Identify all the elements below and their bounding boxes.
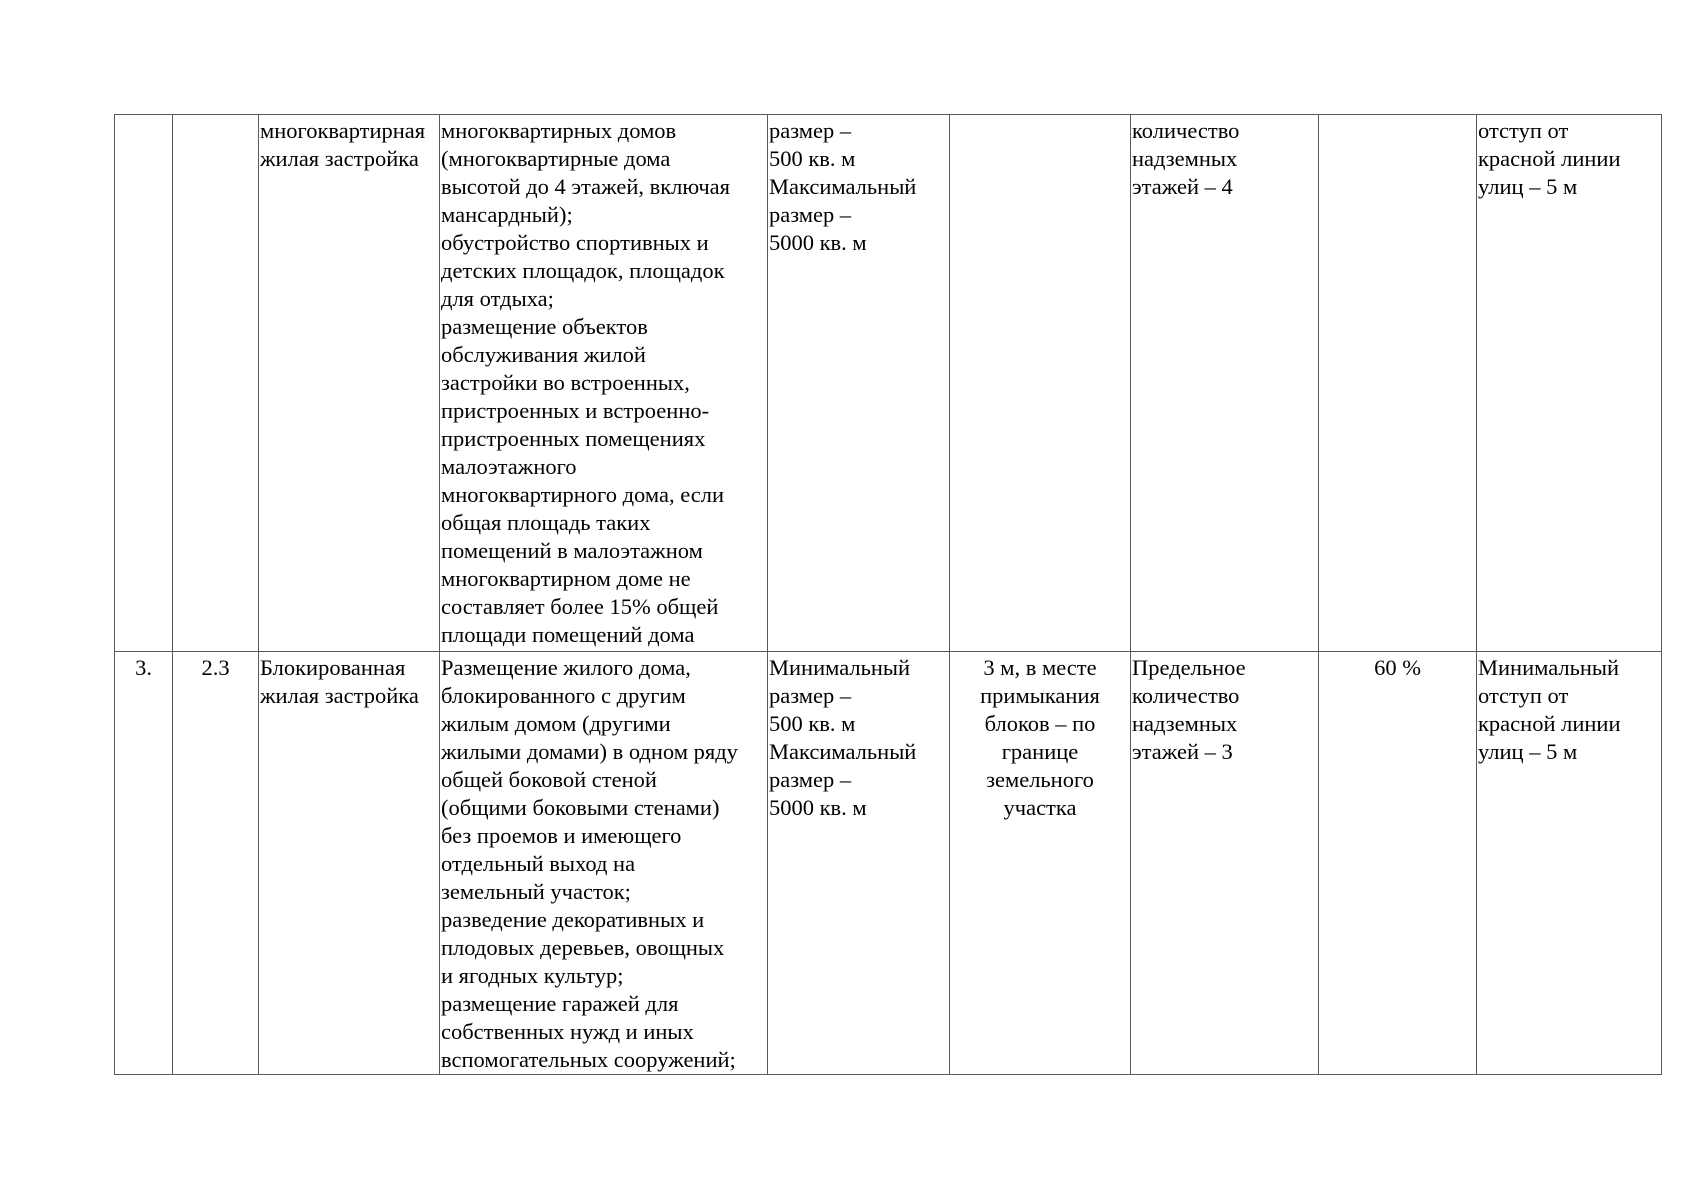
coverage-cell: 60 % xyxy=(1319,652,1477,1075)
setback-cell xyxy=(950,115,1131,652)
use-name-cell: многоквартирная жилая застройка xyxy=(259,115,440,652)
table-row xyxy=(115,115,1662,652)
row-number-cell xyxy=(115,115,173,652)
table-row xyxy=(115,652,1662,1075)
use-description-cell: Размещение жилого дома, блокированного с другим жилым домом (другими жилыми домами) в одном ряду общей боковой стеной (общими боковыми стенами) без проемов и имеющего отдельный выход на земельный участок; разведение декоративных и плодовых деревьев, овощных и ягодных культур; размещение гаражей для собственных нужд и иных вспомогательных сооружений; xyxy=(440,652,768,1075)
coverage-cell xyxy=(1319,115,1477,652)
use-description-cell: многоквартирных домов (многоквартирные дома высотой до 4 этажей, включая мансардный); обустройство спортивных и детских площадок, площадок для отдыха; размещение объектов обслуживания жилой застройки во встроенных, пристроенных и встроенно- пристроенных помещениях малоэтажного многоквартирного дома, если общая площадь таких помещений в малоэтажном многоквартирном доме не составляет более 15% общей площади помещений дома xyxy=(440,115,768,652)
floors-cell: количество надземных этажей – 4 xyxy=(1131,115,1319,652)
red-line-setback-cell: отступ от красной линии улиц – 5 м xyxy=(1477,115,1662,652)
red-line-setback-cell: Минимальный отступ от красной линии улиц – 5 м xyxy=(1477,652,1662,1075)
floors-cell: Предельное количество надземных этажей – 3 xyxy=(1131,652,1319,1075)
use-name-cell: Блокированная жилая застройка xyxy=(259,652,440,1075)
setback-cell: 3 м, в месте примыкания блоков – по границе земельного участка xyxy=(950,652,1131,1075)
row-number-cell: 3. xyxy=(115,652,173,1075)
plot-size-cell: размер – 500 кв. м Максимальный размер – 5000 кв. м xyxy=(768,115,950,652)
use-code-cell xyxy=(173,115,259,652)
use-code-cell: 2.3 xyxy=(173,652,259,1075)
land-use-table xyxy=(114,114,1662,1075)
plot-size-cell: Минимальный размер – 500 кв. м Максимальный размер – 5000 кв. м xyxy=(768,652,950,1075)
